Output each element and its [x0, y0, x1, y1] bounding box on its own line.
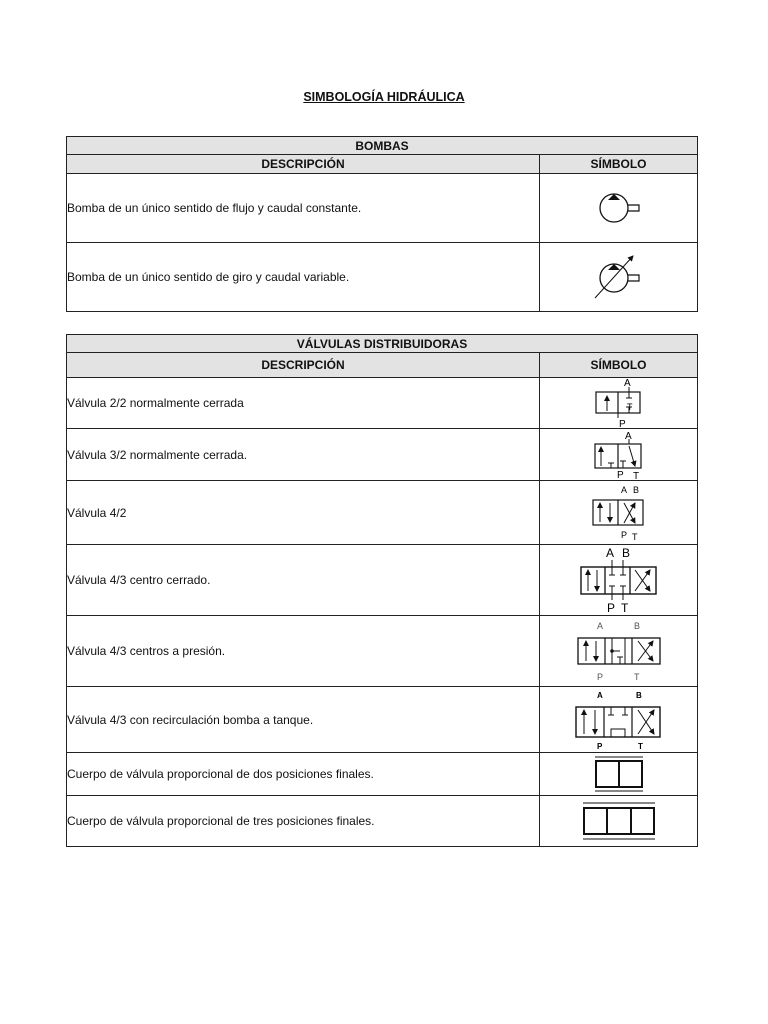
- port-label: T: [633, 672, 639, 682]
- fixed-displacement-pump-icon: [589, 185, 649, 231]
- row-description: Válvula 4/3 con recirculación bomba a tanque.: [67, 687, 540, 753]
- port-label: T: [637, 741, 643, 751]
- port-label: P: [616, 469, 624, 481]
- port-label: T: [632, 470, 639, 482]
- valve-4-3-closed-center-icon: [579, 546, 659, 614]
- port-label: P: [596, 672, 603, 682]
- port-label: T: [620, 601, 628, 615]
- port-label: P: [606, 601, 615, 615]
- port-label: B: [621, 546, 630, 560]
- valve-4-3-pressure-center-icon: [576, 618, 662, 684]
- variable-displacement-pump-icon: [589, 250, 649, 304]
- port-label: B: [633, 621, 640, 631]
- row-description: Cuerpo de válvula proporcional de tres posiciones finales.: [67, 796, 540, 847]
- port-label: A: [605, 546, 614, 560]
- valves-table: [66, 334, 698, 847]
- pumps-table: [66, 136, 698, 312]
- port-label: A: [596, 621, 603, 631]
- table-row: [67, 429, 698, 481]
- valve-4-2-icon: [591, 482, 647, 544]
- port-label: A: [624, 430, 632, 442]
- port-label: P: [596, 741, 602, 751]
- row-description: Válvula 3/2 normalmente cerrada.: [67, 429, 540, 481]
- port-label: B: [635, 690, 642, 700]
- valve-3-2-icon: [593, 430, 645, 480]
- page-title: SIMBOLOGÍA HIDRÁULICA: [303, 90, 465, 104]
- table-row: [67, 243, 698, 312]
- pumps-col-description: DESCRIPCIÓN: [67, 155, 540, 174]
- port-label: A: [623, 378, 631, 389]
- valves-section-title: VÁLVULAS DISTRIBUIDORAS: [67, 335, 698, 353]
- row-description: Cuerpo de válvula proporcional de dos posiciones finales.: [67, 753, 540, 796]
- port-label: A: [620, 484, 627, 495]
- row-description: Válvula 4/3 centros a presión.: [67, 616, 540, 687]
- port-label: B: [632, 484, 639, 495]
- port-label: A: [596, 690, 603, 700]
- row-description: Válvula 4/3 centro cerrado.: [67, 545, 540, 616]
- valves-col-description: DESCRIPCIÓN: [67, 353, 540, 378]
- table-row: [67, 378, 698, 429]
- port-label: T: [626, 402, 632, 412]
- table-row: [67, 616, 698, 687]
- table-row: [67, 753, 698, 796]
- pumps-section-title: BOMBAS: [67, 137, 698, 155]
- valve-2-2-icon: [594, 378, 644, 428]
- proportional-valve-3-positions-icon: [581, 799, 657, 843]
- pumps-col-symbol: SÍMBOLO: [540, 155, 698, 174]
- row-description: Bomba de un único sentido de giro y caudal variable.: [67, 243, 540, 312]
- valves-col-symbol: SÍMBOLO: [540, 353, 698, 378]
- proportional-valve-2-positions-icon: [592, 754, 646, 794]
- valve-4-3-recirculation-icon: [574, 689, 664, 751]
- port-label: P: [618, 419, 626, 430]
- row-description: Bomba de un único sentido de flujo y caudal constante.: [67, 174, 540, 243]
- port-label: P: [620, 529, 627, 540]
- table-row: [67, 481, 698, 545]
- row-description: Válvula 2/2 normalmente cerrada: [67, 378, 540, 429]
- table-row: [67, 796, 698, 847]
- row-description: Válvula 4/2: [67, 481, 540, 545]
- table-row: [67, 687, 698, 753]
- table-row: [67, 174, 698, 243]
- table-row: [67, 545, 698, 616]
- port-label: T: [631, 531, 637, 542]
